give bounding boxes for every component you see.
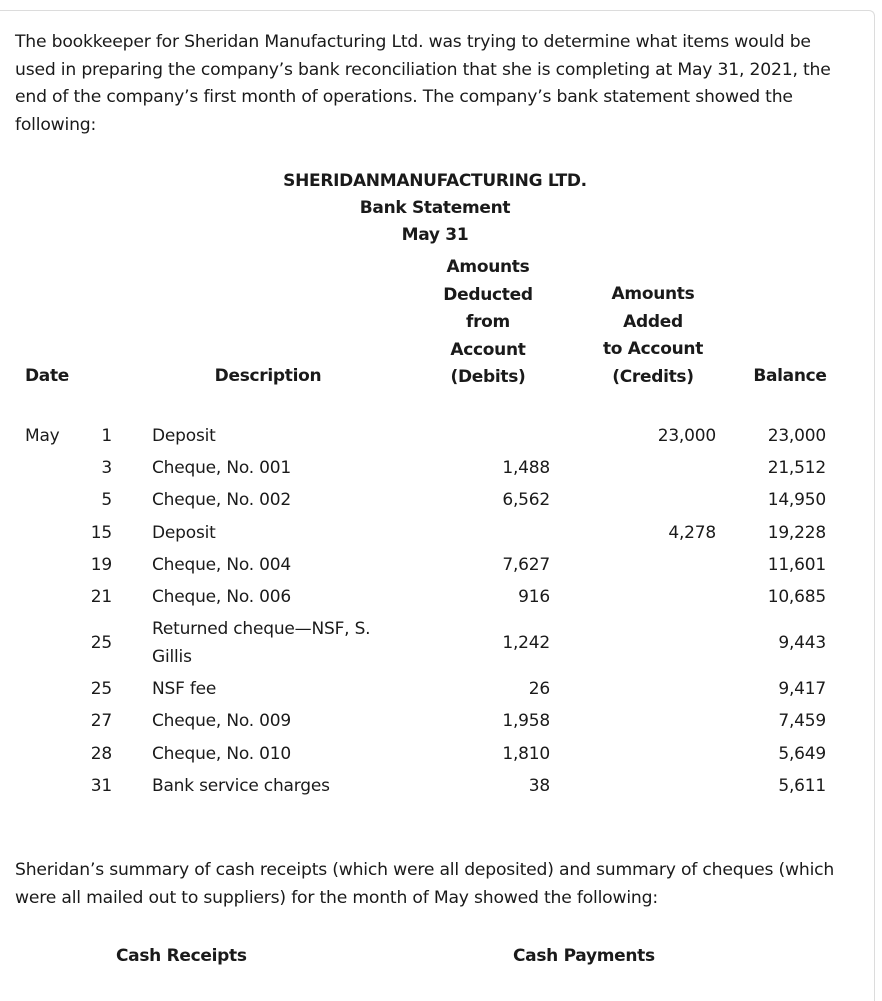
row-day: 31 [90,776,112,796]
row-balance: 23,000 [767,426,826,446]
row-day: 21 [90,587,112,607]
row-day: 5 [101,490,112,510]
row-debit: 1,958 [502,711,550,731]
header-description: Description [214,366,322,386]
row-debit: 6,562 [502,490,550,510]
statement-date: May 31 [401,225,469,245]
row-day: 28 [90,744,112,764]
row-debit: 1,242 [502,632,550,653]
row-description: Cheque, No. 001 [152,458,292,478]
cash-payments-heading: Cash Payments [513,946,655,966]
row-balance: 11,601 [767,555,826,575]
row-description: Cheque, No. 010 [152,744,292,764]
row-day: 19 [90,555,112,575]
row-day: 27 [90,711,112,731]
row-balance: 7,459 [778,711,826,731]
summary-paragraph: Sheridan’s summary of cash receipts (which were all deposited) and summary of cheques (which were all mailed out to suppliers) for the month of May showed the following: [15,860,835,908]
row-debit: 1,810 [502,744,550,764]
row-debit: 38 [528,776,550,796]
row-credit: 23,000 [657,426,716,446]
header-debits: Amounts Deducted from Account (Debits) [443,257,533,387]
row-day: 3 [101,458,112,478]
row-debit: 916 [518,587,550,607]
row-debit: 1,488 [502,458,550,478]
row-description: Cheque, No. 009 [152,711,292,731]
row-balance: 5,649 [778,744,826,764]
row-balance: 21,512 [767,458,826,478]
row-description: Bank service charges [152,776,330,796]
row-day: 25 [90,632,112,653]
row-debit: 7,627 [502,555,550,575]
row-description: NSF fee [152,679,217,699]
row-balance: 9,417 [778,679,826,699]
row-balance: 10,685 [767,587,826,607]
row-day: 25 [90,679,112,699]
company-name: SHERIDANMANUFACTURING LTD. [283,171,587,191]
row-balance: 19,228 [767,523,826,543]
intro-paragraph: The bookkeeper for Sheridan Manufacturing Ltd. was trying to determine what items would be used in preparing the company’s bank reconciliation that she is completing at May 31, 2021, the end of the company’s first month of operations. The company’s bank statement showed the following: [15,32,831,135]
row-description: Cheque, No. 002 [152,490,292,510]
row-credit: 4,278 [668,523,716,543]
row-day: 15 [90,523,112,543]
row-balance: 5,611 [778,776,826,796]
row-description: Deposit [152,426,216,446]
row-description: Returned cheque—NSF, S. Gillis [152,619,371,667]
row-description: Cheque, No. 006 [152,587,292,607]
row-description: Cheque, No. 004 [152,555,292,575]
header-balance: Balance [753,366,827,386]
row-balance: 9,443 [778,632,826,653]
statement-title: Bank Statement [359,198,511,218]
cash-receipts-heading: Cash Receipts [116,946,247,966]
row-balance: 14,950 [767,490,826,510]
header-date: Date [25,366,70,386]
row-debit: 26 [528,679,550,699]
row-description: Deposit [152,523,216,543]
header-credits: Amounts Added to Account (Credits) [602,284,704,387]
row-month: May [25,426,60,446]
row-day: 1 [101,426,112,446]
